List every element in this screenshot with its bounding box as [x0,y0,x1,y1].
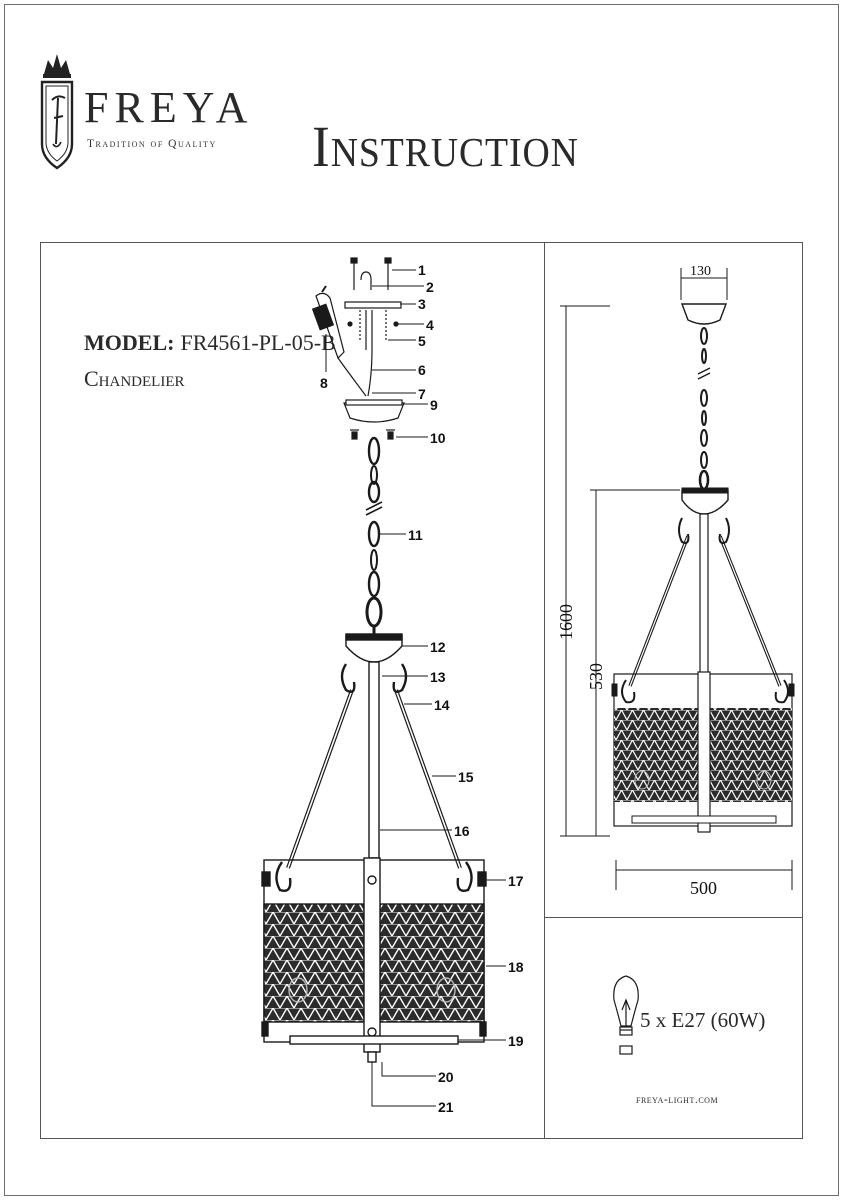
brand-tagline: Tradition of Quality [87,138,217,150]
bulb-icon [614,976,639,1054]
dimension-canopy-width: 130 [690,264,711,279]
dimension-total-height: 1600 [556,604,576,640]
callout-part-9: 9 [430,397,438,413]
dimension-body-width: 500 [690,878,717,898]
callout-part-2: 2 [426,279,434,295]
callout-part-20: 20 [438,1069,454,1085]
model-label: MODEL: [84,330,175,355]
callout-part-13: 13 [430,669,446,685]
callout-part-12: 12 [430,639,446,655]
callout-part-15: 15 [458,769,474,785]
website-link[interactable]: freya-light.com [636,1092,719,1106]
dimension-body-height: 530 [586,663,606,690]
product-type: Chandelier [84,366,185,391]
dimension-view [560,268,794,890]
callout-part-3: 3 [418,296,426,312]
callout-part-16: 16 [454,823,470,839]
callout-part-7: 7 [418,386,426,402]
chain [366,438,382,636]
callout-part-19: 19 [508,1033,524,1049]
brand-name: FREYA [84,83,254,132]
callout-part-21: 21 [438,1099,454,1115]
callout-part-4: 4 [426,317,434,333]
callout-part-6: 6 [418,362,426,378]
callout-part-1: 1 [418,262,426,278]
model-number: FR4561-PL-05-B [180,330,336,355]
page-title: Instruction [312,114,579,179]
bulb-spec: 5 x E27 (60W) [640,1008,766,1032]
callout-part-11: 11 [408,527,423,543]
callout-part-17: 17 [508,873,524,889]
callout-part-5: 5 [418,333,426,349]
callout-part-10: 10 [430,430,446,446]
chandelier-body [262,634,486,1062]
callout-part-18: 18 [508,959,524,975]
callout-part-8: 8 [320,375,328,391]
callout-part-14: 14 [434,697,450,713]
